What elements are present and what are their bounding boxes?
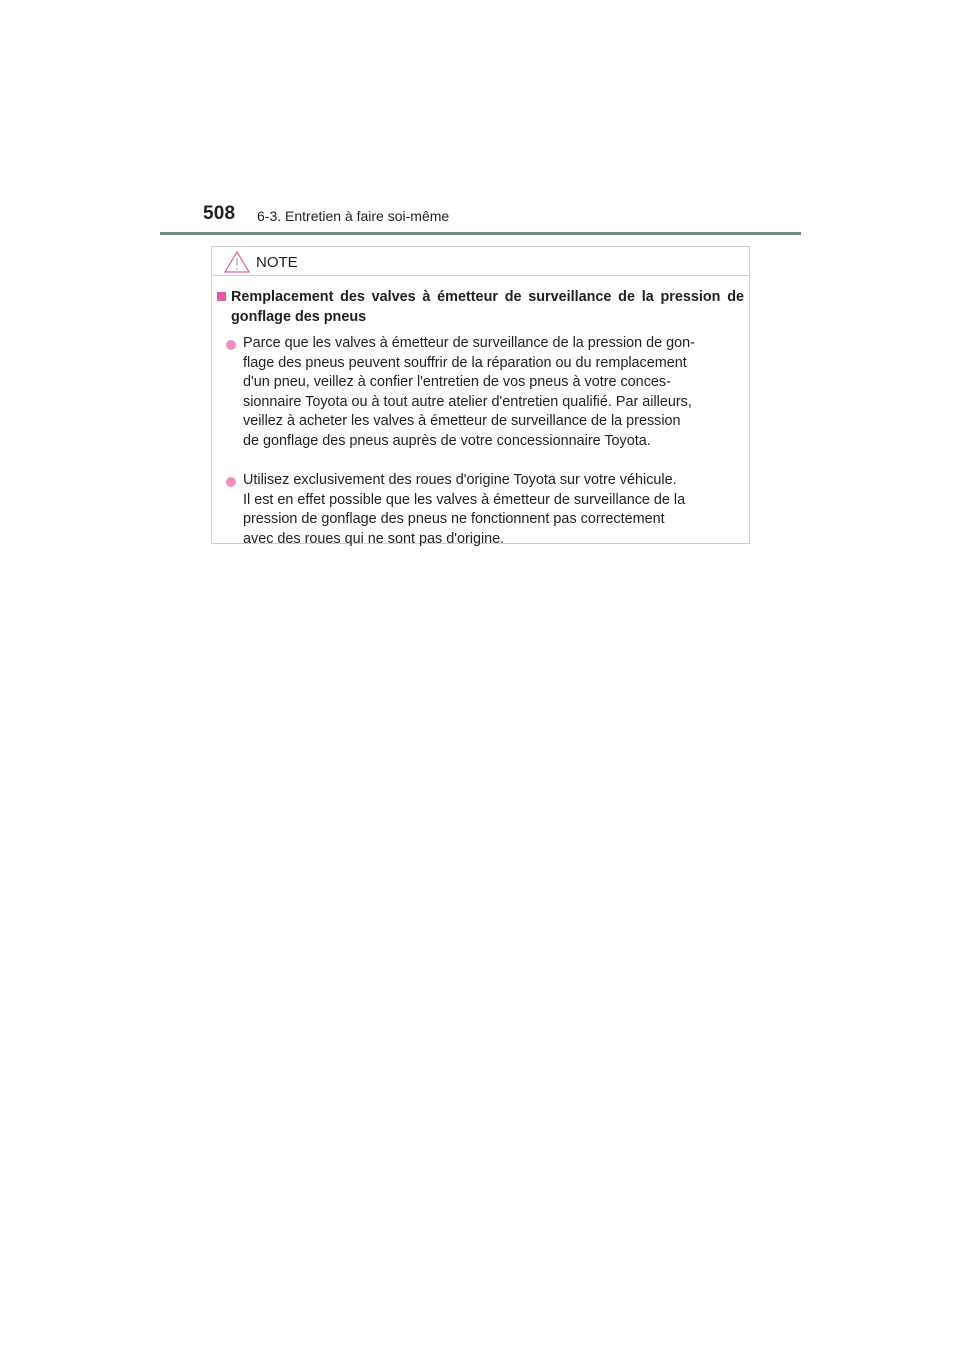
text-line: Parce que les valves à émetteur de surveillance de la pression de gon- (243, 335, 695, 351)
note-box (211, 246, 750, 547)
list-item-text (243, 471, 745, 549)
square-bullet-icon (217, 292, 226, 301)
text-line: Il est en effet possible que les valves à émetteur de surveillance de la (243, 491, 686, 508)
note-label: NOTE (256, 254, 298, 271)
circle-bullet-icon (226, 477, 236, 487)
text-line: veillez à acheter les valves à émetteur de surveillance de la pression (243, 413, 681, 429)
note-header (212, 247, 749, 276)
circle-bullet-icon (226, 340, 236, 350)
text-line: d'un pneu, veillez à confier l'entretien de vos pneus à votre conces- (243, 374, 671, 390)
note-heading: Remplacement des valves à émetteur de surveillance de la pression de gonflage des pneus (231, 289, 744, 325)
text-line: de gonflage des pneus auprès de votre concessionnaire Toyota. (243, 432, 651, 449)
section-title: 6-3. Entretien à faire soi-même (257, 208, 450, 224)
warning-triangle-icon (224, 251, 250, 273)
text-line: avec des roues qui ne sont pas d'origine. (243, 530, 505, 547)
text-line: pression de gonflage des pneus ne fonctionnent pas correctement (243, 511, 665, 527)
header-divider (160, 232, 801, 235)
page-number: 508 (203, 203, 236, 224)
text-line: sionnaire Toyota ou à tout autre atelier d'entretien qualifié. Par ailleurs, (243, 393, 692, 410)
text-line: Utilisez exclusivement des roues d'origine Toyota sur votre véhicule. (243, 472, 677, 488)
list-item-text (243, 334, 745, 451)
text-line: flage des pneus peuvent souffrir de la réparation ou du remplacement (243, 354, 687, 371)
